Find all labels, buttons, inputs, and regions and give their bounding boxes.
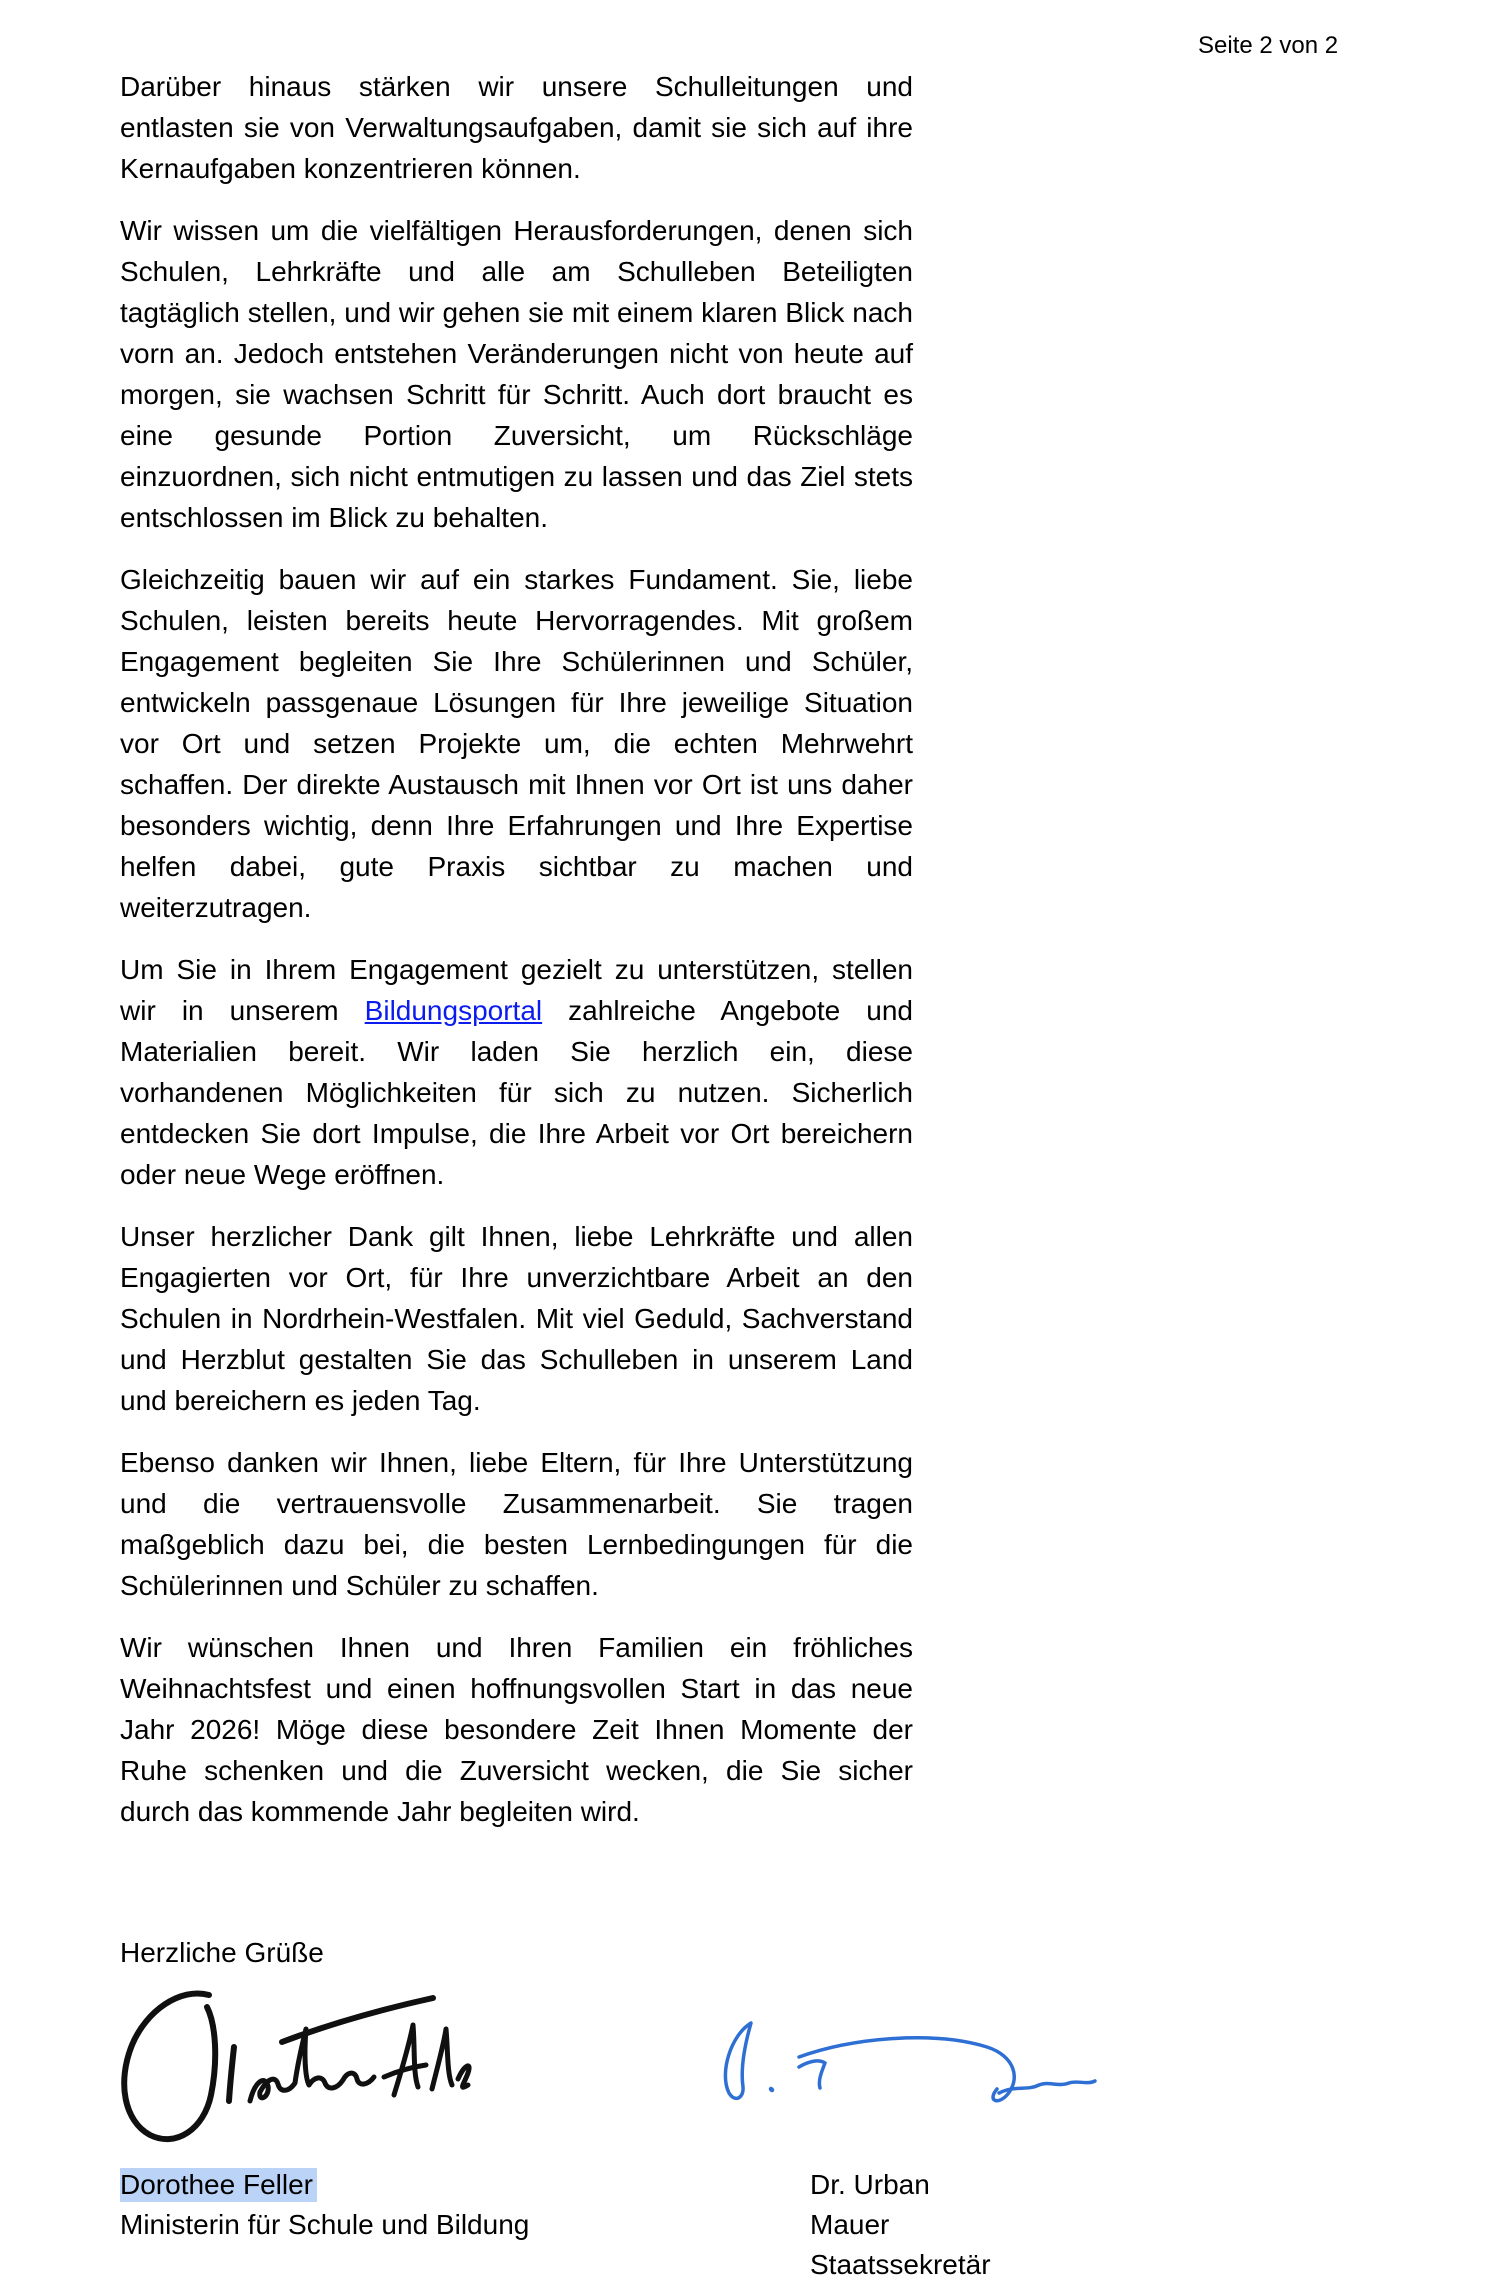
page-indicator: Seite 2 von 2 — [1198, 32, 1339, 59]
signer-left — [120, 2165, 913, 2245]
signatures-row — [120, 1985, 913, 2165]
signer-title: Ministerin für Schule und Bildung — [120, 2209, 530, 2240]
selected-text-highlight: Dorothee Feller — [120, 2168, 317, 2202]
letter-paragraph: Wir wissen um die vielfältigen Herausforderungen, denen sich Schulen, Lehrkräfte und alle am Schulleben Beteiligten tagtäglich stellen, und wir gehen sie mit einem klaren Blick nach vorn an. Jedoch entstehen Veränderungen nicht von heute auf morgen, sie wachsen Schritt für Schritt. Auch dort braucht es eine gesunde Portion Zuversicht, um Rückschläge einzuordnen, sich nicht entmutigen zu lassen und das Ziel stets entschlossen im Blick zu behalten. — [120, 215, 913, 533]
letter-paragraph: Gleichzeitig bauen wir auf ein starkes Fundament. Sie, liebe Schulen, leisten bereits heute Hervorragendes. Mit großem Engagement begleiten Sie Ihre Schülerinnen und Schüler, entwickeln passgenaue Lösungen für Ihre jeweilige Situation vor Ort und setzen Projekte um, die echten Mehrwehrt schaffen. Der direkte Austausch mit Ihnen vor Ort ist uns daher besonders wichtig, denn Ihre Erfahrungen und Ihre Expertise helfen dabei, gute Praxis sichtbar zu machen und weiterzutragen. — [120, 564, 913, 923]
signer-right — [810, 2165, 991, 2285]
dorothee-feller-signature-image — [112, 1983, 472, 2155]
letter-paragraph: Ebenso danken wir Ihnen, liebe Eltern, für Ihre Unterstützung und die vertrauensvolle Zusammenarbeit. Sie tragen maßgeblich dazu bei, die besten Lernbedingungen für die Schülerinnen und Schüler zu schaffen. — [120, 1447, 913, 1601]
signer-name: Dr. Urban Mauer — [810, 2169, 930, 2240]
bildungsportal-link[interactable]: Bildungsportal — [364, 995, 543, 1026]
letter-paragraph: Darüber hinaus stärken wir unsere Schulleitungen und entlasten sie von Verwaltungsaufgaben, damit sie sich auf ihre Kernaufgaben konzentrieren können. — [120, 71, 913, 184]
letter-paragraph: Wir wünschen Ihnen und Ihren Familien ein fröhliches Weihnachtsfest und einen hoffnungsvollen Start in das neue Jahr 2026! Möge diese besondere Zeit Ihnen Momente der Ruhe schenken und die Zuversicht wecken, die Sie sicher durch das kommende Jahr begleiten wird. — [120, 1632, 913, 1827]
urban-mauer-signature-image — [715, 2015, 1115, 2127]
letter-paragraph-with-link — [120, 949, 913, 1195]
paragraph-text: zahlreiche Angebote und Materialien bereit. Wir laden Sie herzlich ein, diese vorhandenen Möglichkeiten für sich zu nutzen. Sicherlich entdecken Sie dort Impulse, die Ihre Arbeit vor Ort bereichern oder neue Wege eröffnen. — [120, 995, 913, 1190]
closing-salutation: Herzliche Grüße — [120, 1937, 324, 1968]
letter-body — [120, 0, 991, 2280]
signer-title: Staatssekretär — [810, 2249, 991, 2280]
signer-name — [120, 2165, 913, 2205]
letter-paragraph: Unser herzlicher Dank gilt Ihnen, liebe Lehrkräfte und allen Engagierten vor Ort, für Ihre unverzichtbare Arbeit an den Schulen in Nordrhein-Westfalen. Mit viel Geduld, Sachverstand und Herzblut gestalten Sie das Schulleben in unserem Land und bereichern es jeden Tag. — [120, 1221, 913, 1416]
signature-block — [120, 2165, 991, 2280]
paragraph-text: Um Sie in Ihrem Engagement gezielt zu unterstützen, stellen wir in unserem — [120, 954, 913, 1026]
